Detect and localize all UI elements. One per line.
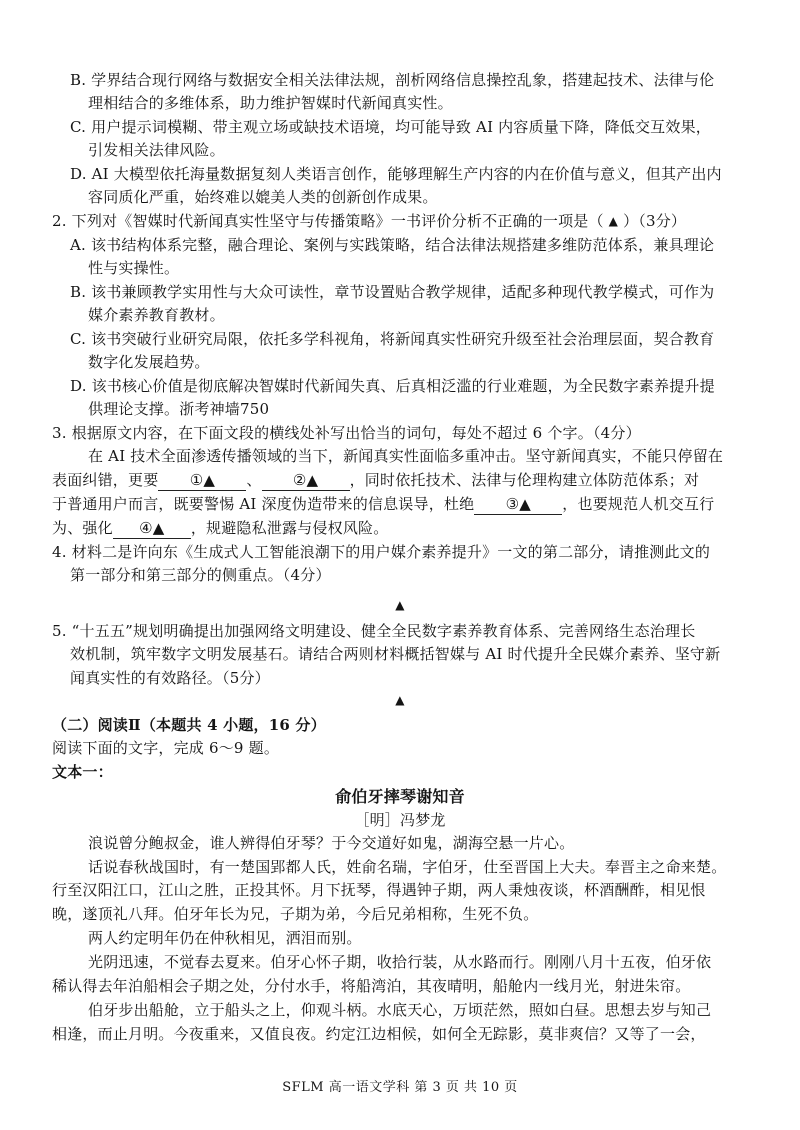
option-b-line-2: 理相结合的多维体系，助力维护智媒时代新闻真实性。	[88, 94, 453, 112]
option-b-line-1: B. 学界结合现行网络与数据安全相关法律法规，剖析网络信息操控乱象，搭建起技术、法律与伦	[70, 71, 715, 89]
article-paragraph-1: 晚，遂顶礼八拜。伯牙年长为兄，子期为弟，今后兄弟相称，生死不负。	[52, 905, 539, 923]
article-paragraph-1: 行至汉阳江口，江山之胜，正投其怀。月下抚琴，得遇钟子期，两人秉烛夜谈，杯酒酬酢，相见恨	[52, 881, 706, 899]
q3-text: ，同时依托技术、法律与伦理构建立体防范体系；对	[349, 471, 700, 489]
q2-option-c-line-2: 数字化发展趋势。	[88, 353, 210, 371]
q2-option-a-line-1: A. 该书结构体系完整，融合理论、案例与实践策略，结合法律法规搭建多维防范体系，兼具理论	[70, 236, 715, 254]
q3-passage-line-3	[52, 494, 714, 515]
q3-text: 于普通用户而言，既要警惕 AI 深度伪造带来的信息误导，杜绝	[52, 495, 475, 513]
section-heading: （二）阅读Ⅱ（本题共 4 小题，16 分）	[52, 716, 326, 734]
answer-area-q4[interactable]	[0, 595, 800, 616]
poem-line: 浪说曾分鲍叔金，谁人辨得伯牙琴？于今交道好如鬼，湖海空悬一片心。	[88, 834, 575, 852]
blank-2[interactable]: ②▲	[262, 470, 350, 491]
answer-mark: ▲	[395, 693, 405, 707]
question-2-stem	[52, 211, 686, 232]
q3-passage-line-4	[52, 518, 388, 539]
blank-4[interactable]: ④▲	[113, 518, 191, 539]
answer-mark: ▲	[395, 598, 405, 612]
q3-text: ，规避隐私泄露与侵权风险。	[190, 519, 389, 537]
option-d-line-1: D. AI 大模型依托海量数据复刻人类语言创作，能够理解生产内容的内在价值与意义，但其产出内	[70, 165, 722, 183]
q2-option-c-line-1: C. 该书突破行业研究局限，依托多学科视角，将新闻真实性研究升级至社会治理层面，契合教育	[70, 330, 715, 348]
question-5-line-1: 5. “十五五”规划明确提出加强网络文明建设、健全全民数字素养教育体系、完善网络生态治理长	[52, 622, 696, 640]
q2-option-b-line-1: B. 该书兼顾教学实用性与大众可读性，章节设置贴合教学规律，适配多种现代教学模式，可作为	[70, 283, 715, 301]
answer-area-q5[interactable]	[0, 690, 800, 711]
reading-instruction: 阅读下面的文字，完成 6～9 题。	[52, 739, 280, 757]
q2-option-d-line-1: D. 该书核心价值是彻底解决智媒时代新闻失真、后真相泛滥的行业难题，为全民数字素养提升提	[70, 377, 715, 395]
question-5-line-2: 效机制，筑牢数字文明发展基石。请结合两则材料概括智媒与 AI 时代提升全民媒介素养、坚守新	[70, 645, 721, 663]
option-c-line-1: C. 用户提示词模糊、带主观立场或缺技术语境，均可能导致 AI 内容质量下降，降低交互效果，	[70, 118, 711, 136]
article-paragraph-3: 光阴迅速，不觉春去夏来。伯牙心怀子期，收拾行装，从水路而行。刚刚八月十五夜，伯牙依	[88, 953, 712, 971]
q2-option-b-line-2: 媒介素养教育教材。	[88, 306, 225, 324]
blank-3[interactable]: ③▲	[474, 494, 562, 515]
question-5-line-3: 闻真实性的有效路径。（5分）	[70, 669, 270, 687]
option-d-line-2: 容同质化严重，始终难以媲美人类的创新创作成果。	[88, 188, 438, 206]
article-title: 俞伯牙摔琴谢知音	[335, 787, 465, 806]
q3-text: 、	[246, 471, 262, 489]
article-paragraph-2: 两人约定明年仍在仲秋相见，洒泪而别。	[88, 929, 362, 947]
article-paragraph-1: 话说春秋战国时，有一楚国郢都人氏，姓俞名瑞，字伯牙，仕至晋国上大夫。奉晋主之命来楚。	[88, 858, 727, 876]
question-3-stem: 3. 根据原文内容，在下面文段的横线处补写出恰当的词句，每处不超过 6 个字。（4分）	[52, 424, 641, 442]
q3-text: 表面纠错，更要	[52, 471, 159, 489]
question-4-line-1: 4. 材料二是许向东《生成式人工智能浪潮下的用户媒介素养提升》一文的第二部分，请推测此文的	[52, 543, 711, 561]
q3-passage-line-2	[52, 470, 699, 491]
answer-mark: ▲	[608, 214, 619, 228]
blank-1[interactable]: ①▲	[158, 470, 246, 491]
article-paragraph-3: 稀认得去年泊船相会子期之处，分付水手，将船湾泊，其夜晴明，船舱内一线月光，射进朱帘。	[52, 977, 691, 995]
q3-passage-line-1: 在 AI 技术全面渗透传播领域的当下，新闻真实性面临多重冲击。坚守新闻真实，不能只停留在	[88, 447, 724, 465]
article-paragraph-4: 相逢，而止月明。今夜重来，又值良夜。约定江边相候，如何全无踪影，莫非爽信？又等了一会，	[52, 1025, 706, 1043]
q3-text: ，也要规范人机交互行	[562, 495, 715, 513]
text-one-label: 文本一：	[52, 763, 113, 781]
option-c-line-2: 引发相关法律风险。	[88, 141, 225, 159]
article-paragraph-4: 伯牙步出船舱，立于船头之上，仰观斗柄。水底天心，万顷茫然，照如白昼。思想去岁与知己	[88, 1001, 712, 1019]
article-author: ［明］冯梦龙	[354, 811, 446, 829]
page-footer: SFLM 高一语文学科 第 3 页 共 10 页	[282, 1080, 518, 1095]
question-2-text: 2. 下列对《智媒时代新闻真实性坚守与传播策略》一书评价分析不正确的一项是（	[52, 212, 604, 230]
question-4-line-2: 第一部分和第三部分的侧重点。（4分）	[70, 566, 331, 584]
q3-text: 为、强化	[52, 519, 113, 537]
question-2-points: ）（3分）	[623, 212, 687, 230]
q2-option-d-line-2: 供理论支撑。浙考神墙750	[88, 400, 270, 418]
q2-option-a-line-2: 性与实操性。	[88, 259, 180, 277]
